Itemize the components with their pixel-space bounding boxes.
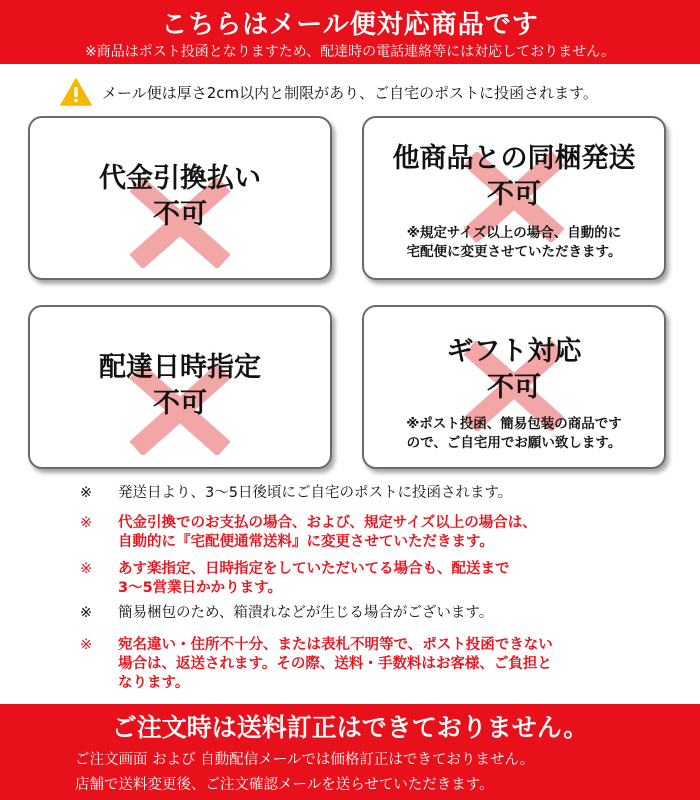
card-title: 配達日時指定: [99, 352, 261, 383]
card-bundled-shipping: [362, 116, 666, 280]
warning-icon: [60, 78, 92, 106]
card-status: 不可: [153, 388, 207, 419]
card-note: ※規定サイズ以上の場合、自動的に 宅配便に変更させていただきます。: [406, 225, 622, 260]
footer-title: ご注文時は送料訂正はできておりません。: [111, 713, 589, 742]
card-gift: [362, 305, 666, 469]
card-title: ギフト対応: [446, 336, 582, 367]
header-banner: [0, 0, 700, 64]
header-subtitle: ※商品はポスト投函となりますため、配達時の電話連絡等には対応しておりません。: [84, 44, 615, 60]
footer-line-2: 店舗で送料変更後、ご注文確認メールを送らせていただきます。: [75, 777, 494, 793]
footer-line-1: ご注文画面 および 自動配信メールでは価格訂正はできておりません。: [75, 752, 535, 768]
header-title: こちらはメール便対応商品です: [161, 10, 539, 40]
note-mark: ※: [80, 605, 93, 621]
note-mark: ※: [80, 485, 93, 501]
card-status: 不可: [487, 372, 541, 403]
note-mark: ※: [80, 637, 93, 653]
note-text: 宛名違い・住所不十分、または表札不明等で、ポスト投函できない 場合は、返送されます。その際、送料・手数料はお客様、ご負担と なります。: [118, 637, 553, 691]
notice-text: メール便は厚さ2cm以内と制限があり、ご自宅のポストに投函されます。: [102, 83, 598, 102]
footer-banner: [0, 704, 700, 800]
note-text: 代金引換でのお支払の場合、および、規定サイズ以上の場合は、 自動的に『宅配便通常送料』に変更させていただきます。: [118, 515, 537, 550]
note-text: 発送日より、3～5日後頃にご自宅のポストに投函されます。: [118, 485, 513, 501]
card-cash-on-delivery: [28, 116, 332, 280]
card-note: ※ポスト投函、簡易包装の商品です ので、ご自宅用でお願い致します。: [406, 416, 622, 451]
note-mark: ※: [80, 561, 93, 577]
card-title: 他商品との同梱発送: [392, 143, 636, 174]
note-item: [80, 560, 670, 598]
note-text: あす楽指定、日時指定をしていただいてる場合も、配送まで 3～5営業日かかります。: [118, 561, 510, 596]
note-item: [80, 484, 670, 503]
card-status: 不可: [487, 179, 541, 210]
note-item: [80, 604, 670, 623]
note-item: [80, 636, 670, 693]
card-title: 代金引換払い: [99, 163, 261, 194]
card-delivery-date: [28, 305, 332, 469]
card-status: 不可: [153, 199, 207, 230]
notice: [60, 77, 680, 107]
note-text: 簡易梱包のため、箱潰れなどが生じる場合がございます。: [118, 605, 494, 621]
note-mark: ※: [80, 515, 93, 531]
note-item: [80, 514, 670, 552]
